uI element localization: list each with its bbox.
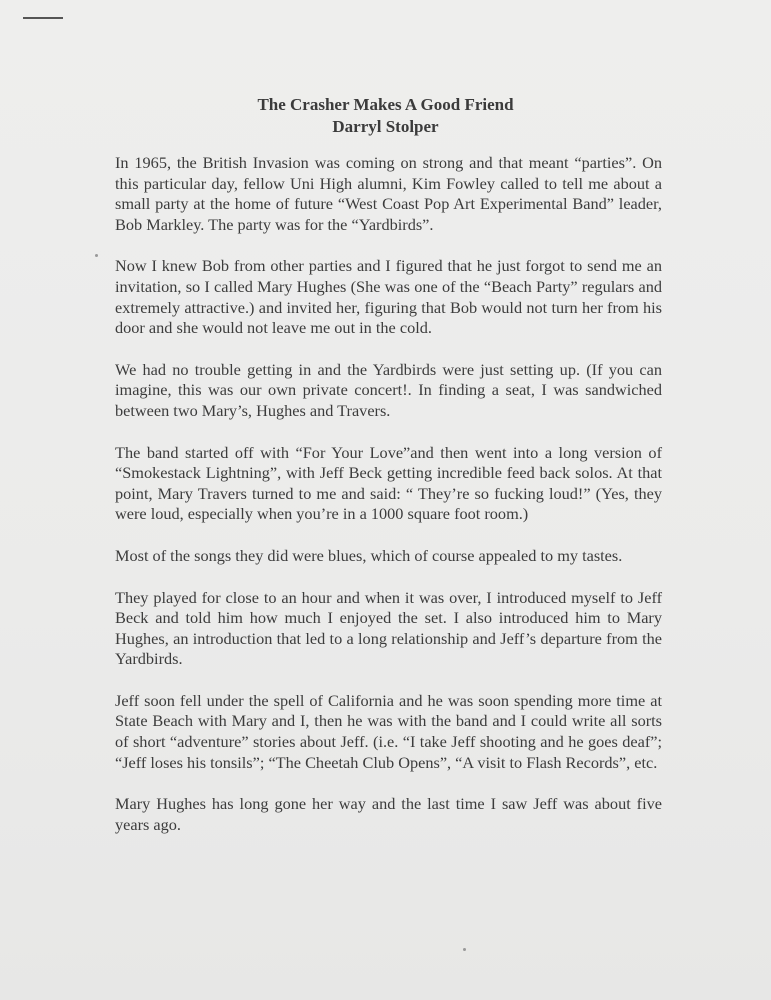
paragraph-8: Mary Hughes has long gone her way and the last time I saw Jeff was about five years ago. (115, 794, 662, 834)
document-author: Darryl Stolper (332, 117, 439, 136)
document-title: The Crasher Makes A Good Friend (257, 95, 514, 114)
title-block (0, 94, 771, 138)
paragraph-3: We had no trouble getting in and the Yardbirds were just setting up. (If you can imagine, this was our own private concert!. In finding a seat, I was sandwiched between two Mary’s, Hughes and Travers. (115, 359, 662, 420)
paragraph-4: The band started off with “For Your Love”and then went into a long version of “Smokestack Lightning”, with Jeff Beck getting incredible feed back solos. At that point, Mary Travers turned to me and said: “ They’re so fucking loud!” (Yes, they were loud, especially when you’re in a 1000 square foot room.) (115, 442, 662, 524)
paragraph-5: Most of the songs they did were blues, which of course appealed to my tastes. (115, 545, 623, 565)
body-text (115, 153, 662, 856)
speck (463, 948, 466, 951)
paragraph-1: In 1965, the British Invasion was coming on strong and that meant “parties”. On this particular day, fellow Uni High alumni, Kim Fowley called to tell me about a small party at the home of future “West Coast Pop Art Experimental Band” leader, Bob Markley. The party was for the “Yardbirds”. (115, 153, 662, 234)
corner-mark (23, 17, 63, 19)
paragraph-6: They played for close to an hour and when it was over, I introduced myself to Jeff Beck and told him how much I enjoyed the set. I also introduced him to Mary Hughes, an introduction that led to a long relationship and Jeff’s departure from the Yardbirds. (115, 587, 662, 669)
speck (95, 254, 98, 257)
paragraph-7: Jeff soon fell under the spell of California and he was soon spending more time at State Beach with Mary and I, then he was with the band and I could write all sorts of short “adventure” stories about Jeff. (i.e. “I take Jeff shooting and he goes deaf”; “Jeff loses his tonsils”; “The Cheetah Club Opens”, “A visit to Flash Records”, etc. (115, 690, 662, 772)
paragraph-2: Now I knew Bob from other parties and I figured that he just forgot to send me an invitation, so I called Mary Hughes (She was one of the “Beach Party” regulars and extremely attractive.) and invited her, figuring that Bob would not turn her from his door and she would not leave me out in the cold. (115, 256, 662, 338)
